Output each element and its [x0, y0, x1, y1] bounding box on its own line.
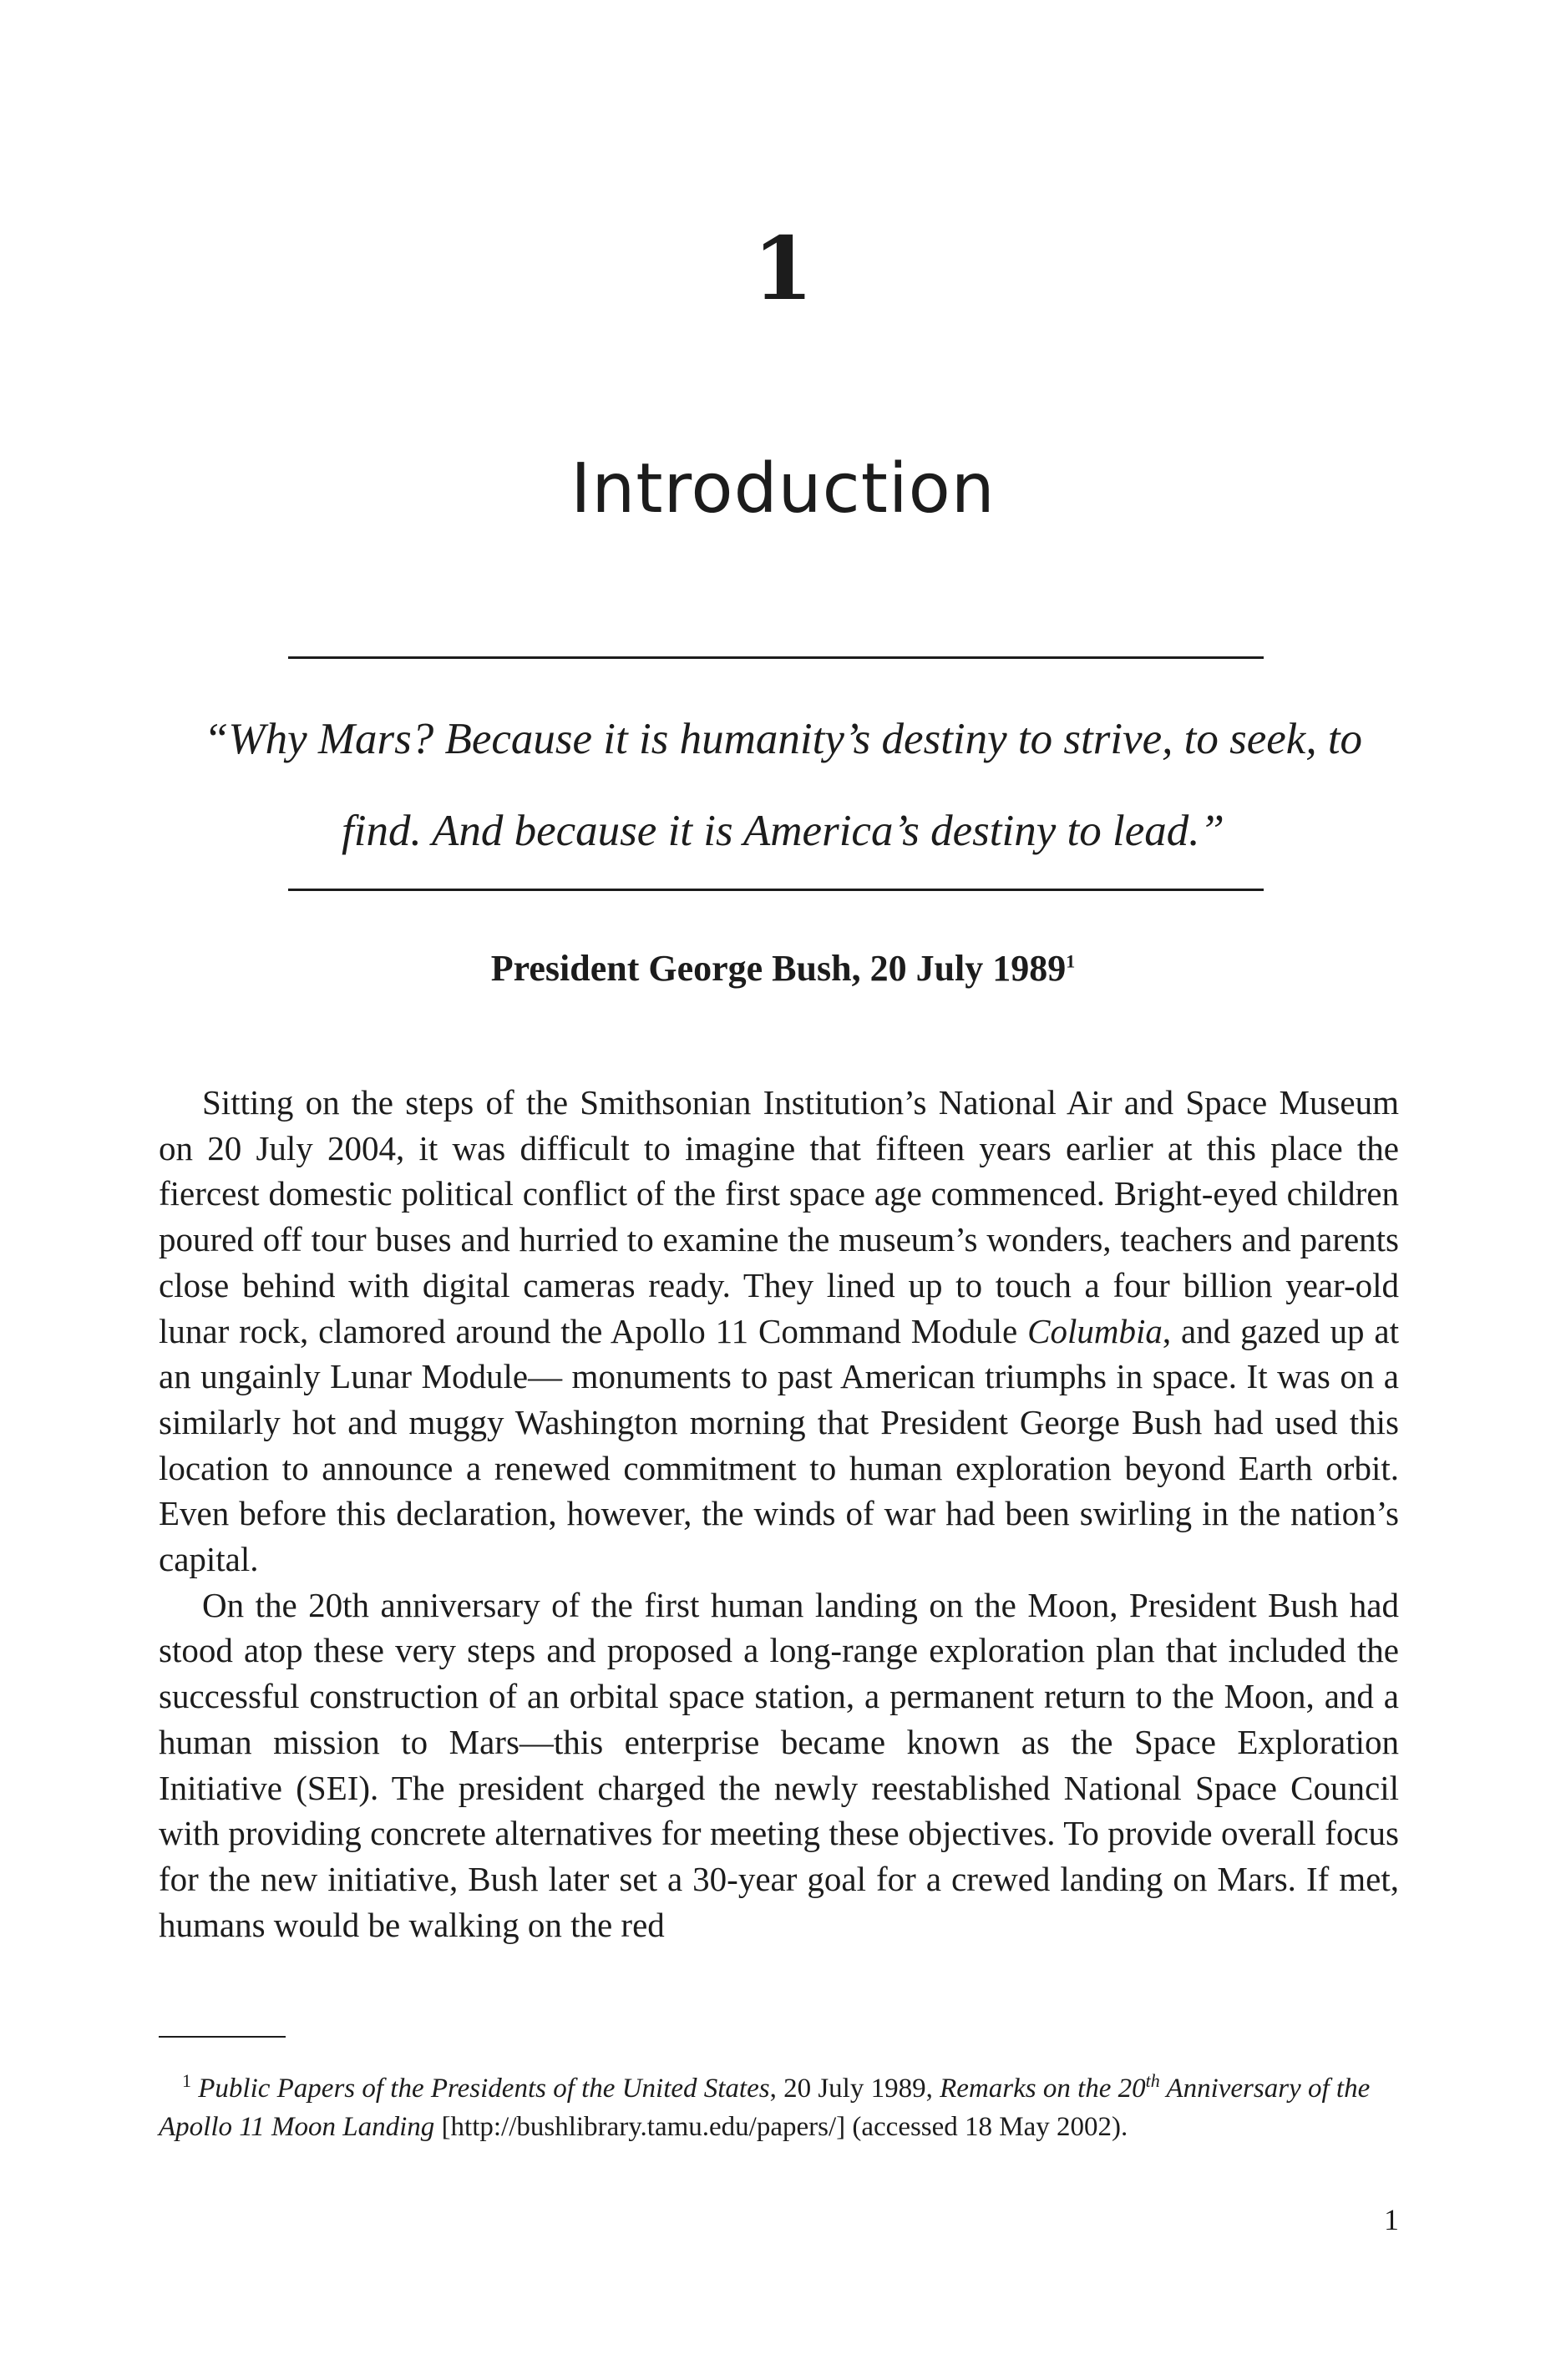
footnote-remarks-b: Anniversary of the Apollo 11 Moon Landing — [159, 2074, 1371, 2142]
paragraph-1-part-2: , and gazed up at an ungainly Lunar Module— monuments to past American triumphs in space. It was on a similarly hot and muggy Washington morning that President George Bush had used this location to announce a renewed commitment to human exploration beyond Earth orbit. Even before this declaration, however, the winds of war had been swirling in the nation’s capital. — [159, 1311, 1399, 1579]
epigraph-attribution — [0, 944, 1566, 994]
epigraph-top-rule — [288, 656, 1264, 659]
page-number: 1 — [1384, 2203, 1399, 2236]
chapter-number: 1 — [753, 217, 813, 320]
footnote-marker: 1 — [182, 2070, 191, 2091]
epigraph-quote: “Why Mars? Because it is humanity’s destiny to strive, to seek, to find. And because it is America’s destiny to lead.” — [203, 715, 1363, 855]
attribution-text: President George Bush, 20 July 1989 — [490, 948, 1067, 989]
footnote-rule — [159, 2036, 286, 2038]
paragraph-1-part-1: Sitting on the steps of the Smithsonian Institution’s National Air and Space Museum on 20 July 2004, it was difficult to imagine that fifteen years earlier at this place the fiercest domestic political conflict of the first space age commenced. Bright-eyed children poured off tour buses and hurried to examine the museum’s wonders, teachers and parents close behind with digital cameras ready. They lined up to touch a four billion year-old lunar rock, clamored around the Apollo 11 Command Module — [159, 1083, 1399, 1350]
chapter-title: Introduction — [570, 449, 996, 529]
body-text — [159, 1080, 1399, 1947]
attribution-footnote-ref: 1 — [1066, 950, 1076, 972]
epigraph-bottom-rule — [288, 889, 1264, 891]
paragraph-2: On the 20th anniversary of the first human landing on the Moon, President Bush had stood atop these very steps and proposed a long-range exploration plan that included the successful construction of an orbital space station, a permanent return to the Moon, and a human mission to Mars—this enterprise became known as the Space Exploration Initiative (SEI). The president charged the newly reestablished National Space Council with providing concrete alternatives for meeting these objectives. To provide overall focus for the new initiative, Bush later set a 30-year goal for a crewed landing on Mars. If met, humans would be walking on the red — [159, 1585, 1399, 1944]
paragraph-1 — [159, 1080, 1399, 1582]
paragraph-1-italic: Columbia — [1027, 1311, 1163, 1350]
footnote-remarks-sup: th — [1145, 2070, 1160, 2091]
footnote — [159, 2069, 1399, 2146]
footnote-date: , 20 July 1989, — [769, 2074, 940, 2104]
footnote-source: [http://bushlibrary.tamu.edu/papers/] (accessed 18 May 2002). — [434, 2112, 1128, 2142]
footnote-title: Public Papers of the Presidents of the United States — [198, 2074, 770, 2104]
footnote-remarks-a: Remarks on the 20 — [940, 2074, 1146, 2104]
